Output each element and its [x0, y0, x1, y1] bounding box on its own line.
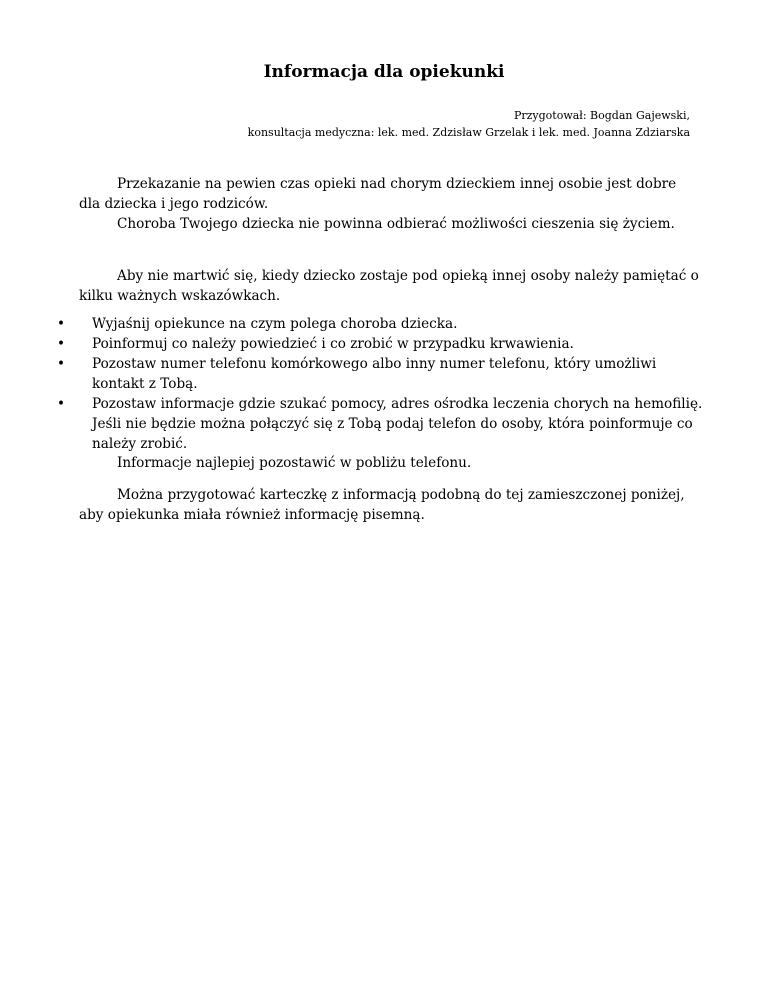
- list-item: [55, 314, 705, 334]
- advice-intro-section: [79, 266, 699, 306]
- bullet-icon: •: [56, 336, 66, 352]
- bullet-icon: •: [56, 316, 66, 332]
- card-note-paragraph: Można przygotować karteczkę z informacją podobną do tej zamieszczonej poniżej, aby opiekunka miała również informację pisemną.: [79, 487, 685, 523]
- intro-paragraph-1: Przekazanie na pewien czas opieki nad chorym dzieckiem innej osobie jest dobre dla dziecka i jego rodziców.: [79, 176, 677, 212]
- list-item-text: Poinformuj co należy powiedzieć i co zrobić w przypadku krwawienia.: [92, 336, 574, 352]
- advice-intro-paragraph: Aby nie martwić się, kiedy dziecko zostaje pod opieką innej osoby należy pamiętać o kilku ważnych wskazówkach.: [79, 268, 699, 304]
- phone-note-section: [79, 453, 699, 473]
- card-note-section: [79, 485, 699, 525]
- credits-consultation: konsultacja medyczna: lek. med. Zdzisław Grzelak i lek. med. Joanna Zdziarska: [247, 126, 690, 139]
- list-item-text: Pozostaw numer telefonu komórkowego albo inny numer telefonu, który umożliwi kontakt z Tobą.: [92, 356, 657, 392]
- list-item: [55, 334, 705, 354]
- list-item: [55, 394, 705, 454]
- advice-list: [55, 314, 705, 454]
- bullet-icon: •: [56, 396, 66, 412]
- document-title: Informacja dla opiekunki: [263, 62, 505, 82]
- intro-section: [79, 174, 699, 234]
- list-item: [55, 354, 705, 394]
- credits-author: Przygotował: Bogdan Gajewski,: [513, 109, 690, 122]
- credits-block: [248, 107, 690, 141]
- phone-note-paragraph: Informacje najlepiej pozostawić w pobliżu telefonu.: [117, 455, 472, 471]
- list-item-text: Wyjaśnij opiekunce na czym polega choroba dziecka.: [92, 316, 458, 332]
- bullet-icon: •: [56, 356, 66, 372]
- intro-paragraph-2: Choroba Twojego dziecka nie powinna odbierać możliwości cieszenia się życiem.: [117, 216, 675, 232]
- list-item-text: Pozostaw informacje gdzie szukać pomocy, adres ośrodka leczenia chorych na hemofilię. Jeśli nie będzie można połączyć się z Tobą podaj telefon do osoby, która poinformuje co należy zrobić.: [92, 396, 703, 452]
